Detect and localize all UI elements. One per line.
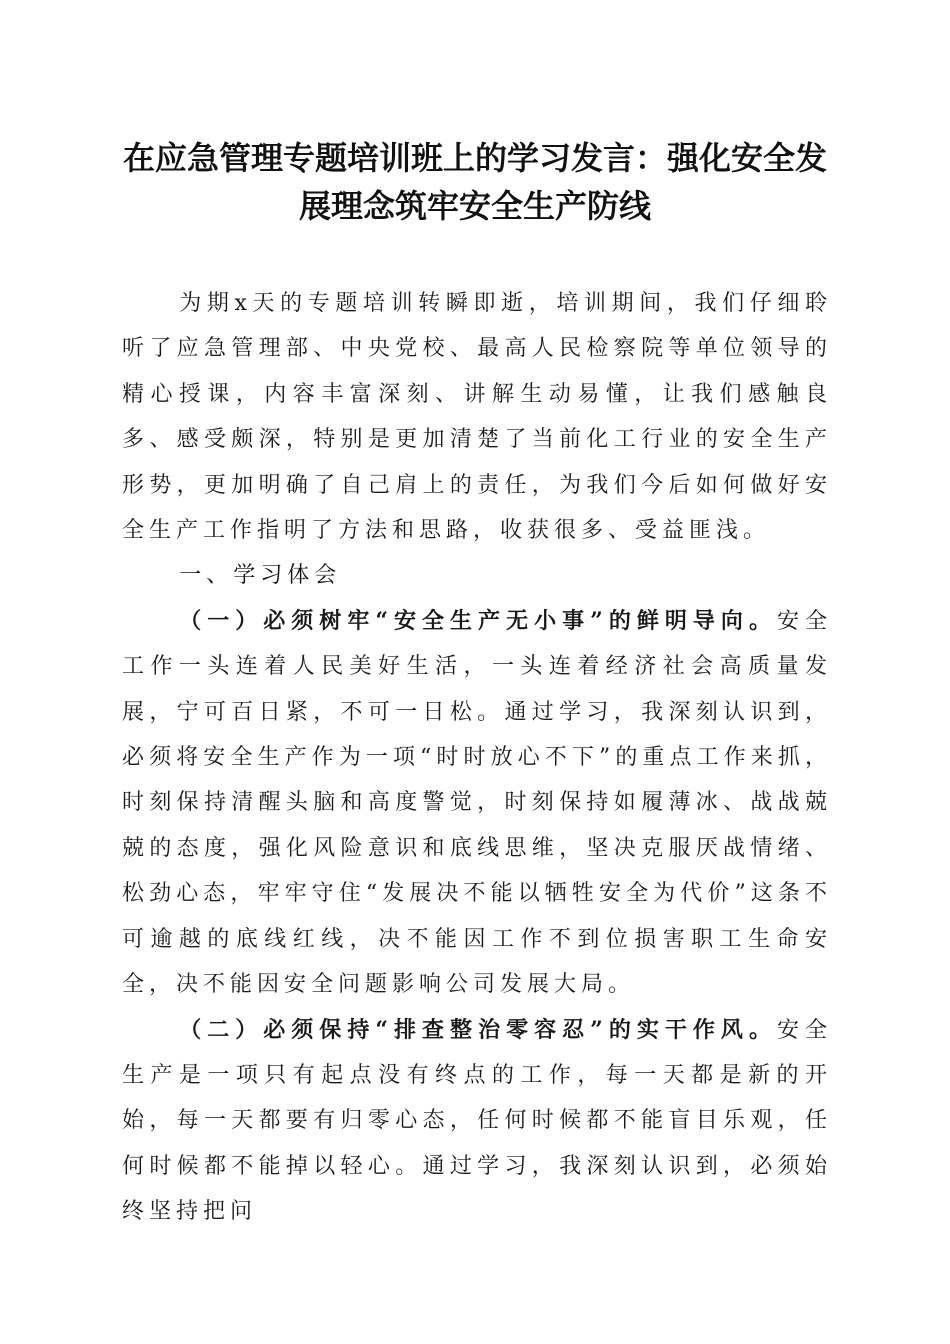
- section-heading-learning: 一、学习体会: [179, 563, 342, 589]
- intro-paragraph: 为期x天的专题培训转瞬即逝，培训期间，我们仔细聆听了应急管理部、中央党校、最高人民检察院等单位领导的精心授课，内容丰富深刻、讲解生动易懂，让我们感触良多、感受颇深，特别是更加清楚了当前化工行业的安全生产形势，更加明确了自己肩上的责任，为我们今后如何做好安全生产工作指明了方法和思路，收获很多、受益匪浅。: [122, 291, 832, 544]
- paragraph-item-1: [122, 599, 832, 1008]
- item-2-lead: （二）必须保持“排查整治零容忍”的实干作风。: [179, 1016, 777, 1043]
- item-1-text: 安全工作一头连着人民美好生活，一头连着经济社会高质量发展，宁可百日紧，不可一日松。通过学习，我深刻认识到，必须将安全生产作为一项“时时放心不下”的重点工作来抓，时刻保持清醒头脑和高度警觉，时刻保持如履薄冰、战战兢兢的态度，强化风险意识和底线思维，坚决克服厌战情绪、松劲心态，牢牢守住“发展决不能以牺牲安全为代价”这条不可逾越的底线红线，决不能因工作不到位损害职工生命安全，决不能因安全问题影响公司发展大局。: [122, 608, 832, 998]
- item-2-text: 安全生产是一项只有起点没有终点的工作，每一天都是新的开始，每一天都要有归零心态，任何时候都不能盲目乐观，任何时候都不能掉以轻心。通过学习，我深刻认识到，必须始终坚持把问: [122, 1017, 832, 1225]
- paragraph-item-2: [122, 1008, 832, 1235]
- item-1-lead: （一）必须树牢“安全生产无小事”的鲜明导向。: [179, 607, 777, 634]
- document-title: 在应急管理专题培训班上的学习发言：强化安全发展理念筑牢安全生产防线: [122, 139, 827, 225]
- document-body: [122, 281, 832, 1235]
